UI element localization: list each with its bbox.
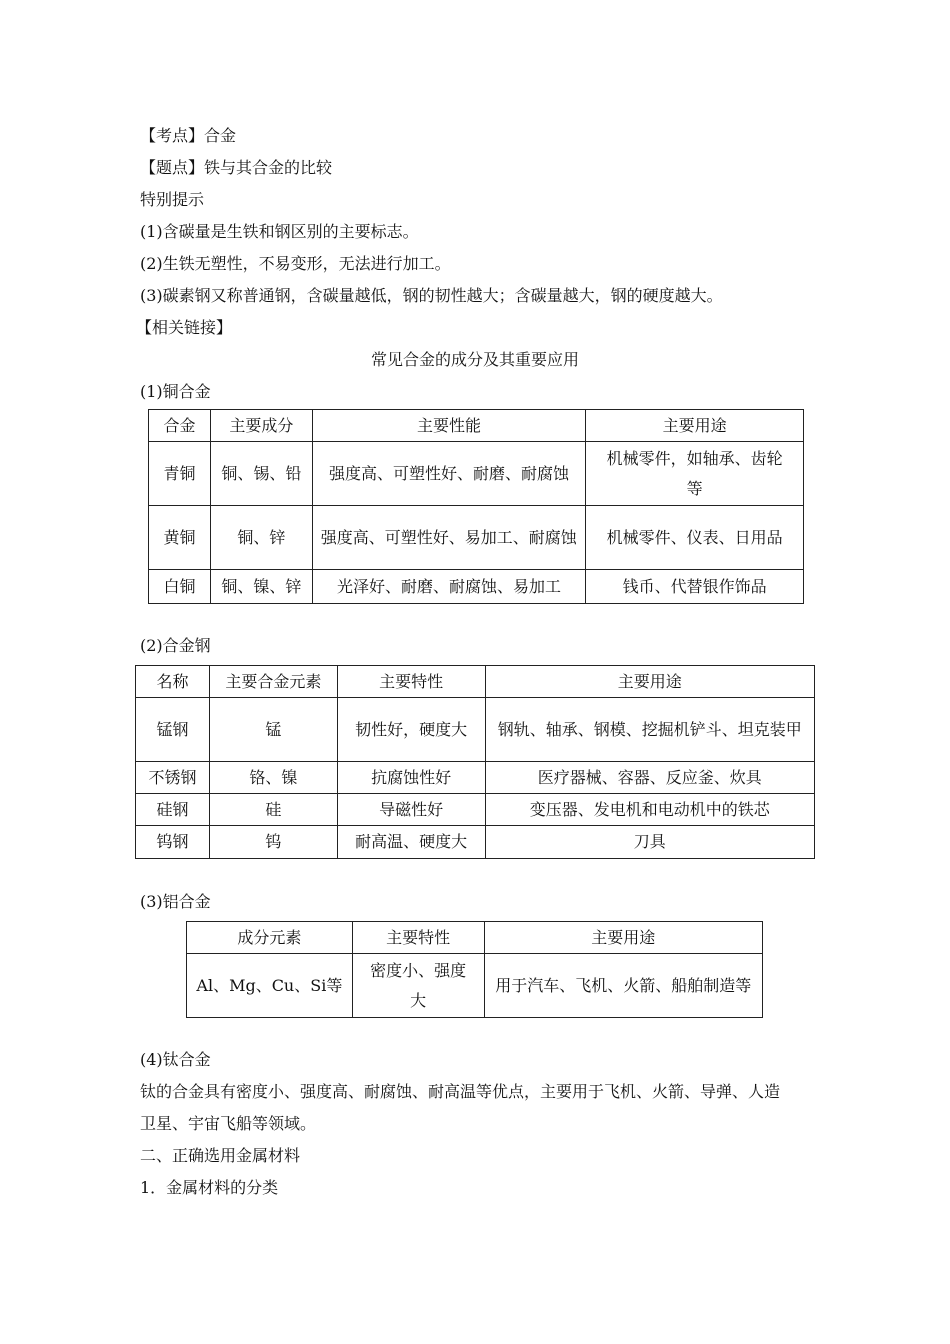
table-header-row [136,666,815,698]
table-cell: 钢轨、轴承、钢模、挖掘机铲斗、坦克装甲 [485,698,814,762]
kaodian-line: 【考点】合金 [140,126,237,145]
header-cell: 主要用途 [484,922,762,954]
table-cell: 钨 [209,826,337,859]
table-cell: 刀具 [485,826,814,859]
header-cell: 主要特性 [337,666,485,698]
copper-heading: (1)铜合金 [140,382,211,401]
table-cell: 硅钢 [136,794,210,826]
tip-line: (3)碳素钢又称普通钢，含碳量越低，钢的韧性越大；含碳量越大，钢的硬度越大。 [140,286,723,305]
aluminum-alloy-table [186,921,763,1018]
table-header-row [187,922,763,954]
table-cell: Al、Mg、Cu、Si等 [187,954,353,1018]
titanium-heading: (4)钛合金 [140,1050,211,1069]
table-cell: 变压器、发电机和电动机中的铁芯 [485,794,814,826]
header-cell: 主要性能 [312,410,586,442]
table-cell: 铜、镍、锌 [210,570,312,604]
table-cell: 机械零件，如轴承、齿轮等 [586,442,804,506]
table-cell: 钨钢 [136,826,210,859]
tip-title: 特别提示 [140,190,205,209]
header-cell: 成分元素 [187,922,353,954]
alloy-steel-table [135,665,815,859]
table-header-row [149,410,804,442]
header-cell: 主要用途 [485,666,814,698]
table-row [136,698,815,762]
related-link-label: 【相关链接】 [136,318,233,337]
table-cell: 铜、锌 [210,506,312,570]
table-cell: 抗腐蚀性好 [337,762,485,794]
table-cell: 锰钢 [136,698,210,762]
table-cell: 用于汽车、飞机、火箭、船舶制造等 [484,954,762,1018]
table-cell: 锰 [209,698,337,762]
subsection-heading: 1．金属材料的分类 [140,1178,279,1197]
copper-alloy-table [148,409,804,604]
table-cell: 黄铜 [149,506,211,570]
table-cell: 铜、锡、铅 [210,442,312,506]
tidian-line: 【题点】铁与其合金的比较 [140,158,333,177]
table-row [149,570,804,604]
table-cell: 导磁性好 [337,794,485,826]
table-row [149,506,804,570]
header-cell: 合金 [149,410,211,442]
titanium-text: 卫星、宇宙飞船等领域。 [140,1114,317,1133]
table-cell: 白铜 [149,570,211,604]
table-cell: 医疗器械、容器、反应釜、炊具 [485,762,814,794]
table-cell: 硅 [209,794,337,826]
table-cell: 钱币、代替银作饰品 [586,570,804,604]
tip-line: (1)含碳量是生铁和钢区别的主要标志。 [140,222,419,241]
table-cell: 耐高温、硬度大 [337,826,485,859]
aluminum-heading: (3)铝合金 [140,892,211,911]
table-cell: 青铜 [149,442,211,506]
header-cell: 名称 [136,666,210,698]
table-cell: 强度高、可塑性好、易加工、耐腐蚀 [312,506,586,570]
table-row [136,794,815,826]
table-cell: 韧性好，硬度大 [337,698,485,762]
table-cell: 机械零件、仪表、日用品 [586,506,804,570]
table-cell: 强度高、可塑性好、耐磨、耐腐蚀 [312,442,586,506]
table-cell: 不锈钢 [136,762,210,794]
doc-title: 常见合金的成分及其重要应用 [370,350,579,369]
table-row [149,442,804,506]
header-cell: 主要特性 [352,922,484,954]
table-cell: 光泽好、耐磨、耐腐蚀、易加工 [312,570,586,604]
table-row [187,954,763,1018]
header-cell: 主要合金元素 [209,666,337,698]
section-heading: 二、正确选用金属材料 [140,1146,301,1165]
tip-line: (2)生铁无塑性，不易变形，无法进行加工。 [140,254,451,273]
table-row [136,826,815,859]
steel-heading: (2)合金钢 [140,636,211,655]
table-cell: 铬、镍 [209,762,337,794]
table-cell: 密度小、强度大 [352,954,484,1018]
titanium-text: 钛的合金具有密度小、强度高、耐腐蚀、耐高温等优点，主要用于飞机、火箭、导弹、人造 [140,1082,781,1101]
table-row [136,762,815,794]
header-cell: 主要成分 [210,410,312,442]
header-cell: 主要用途 [586,410,804,442]
